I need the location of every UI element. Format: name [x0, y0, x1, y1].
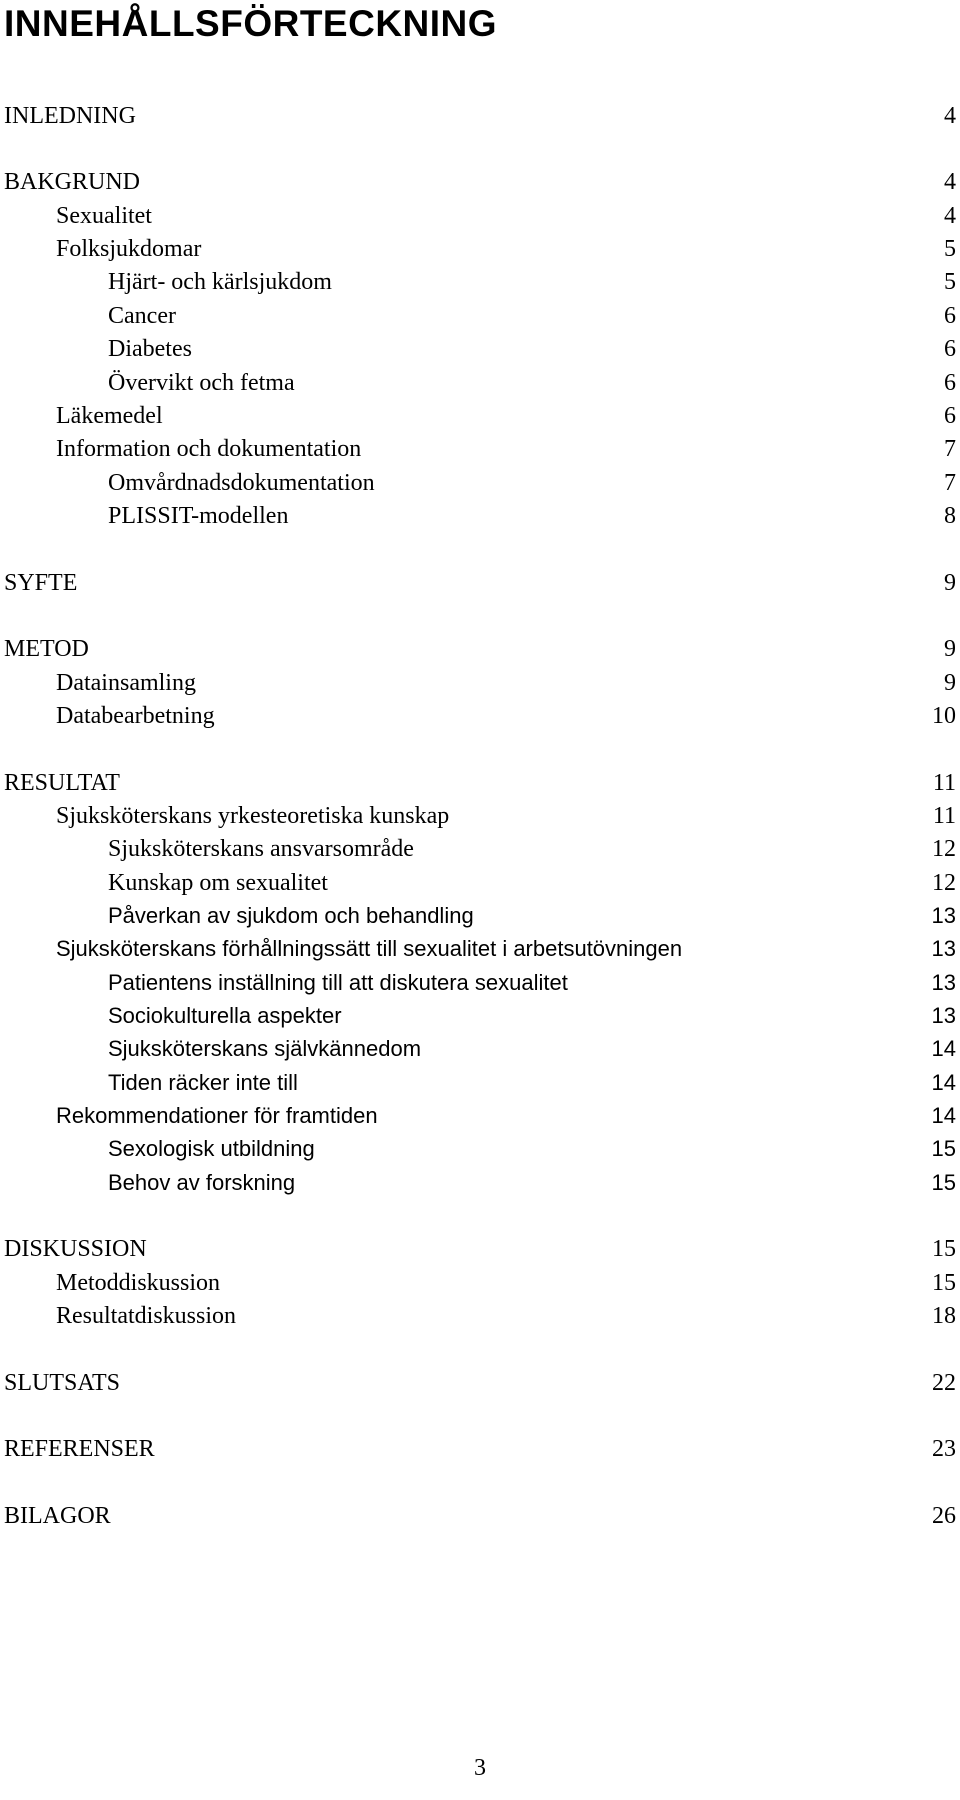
- toc-entry-cancer: [0, 299, 960, 333]
- toc-entry-page: 14: [931, 1070, 956, 1095]
- toc-entry-page: 22: [932, 1370, 956, 1396]
- toc-entry-label: Läkemedel: [56, 403, 163, 429]
- toc-entry-page: 7: [944, 470, 956, 496]
- toc-entry-page: 4: [944, 103, 956, 129]
- toc-entry-hjart-och-karlsjukdom: [0, 265, 960, 299]
- toc-entry-label: METOD: [4, 636, 89, 662]
- toc-entry-page: 13: [931, 936, 956, 961]
- toc-entry-kunskap-om-sexualitet: [0, 866, 960, 900]
- toc-entry-resultatdiskussion: [0, 1299, 960, 1333]
- toc-entry-page: 11: [932, 803, 956, 829]
- toc-entry-label: Kunskap om sexualitet: [108, 870, 328, 896]
- toc-entry-label: Information och dokumentation: [56, 436, 362, 462]
- toc-entry-page: 13: [931, 1003, 956, 1028]
- toc-entry-slutsats: [0, 1366, 960, 1400]
- toc-entry-label: Sexologisk utbildning: [108, 1136, 315, 1161]
- toc-entry-page: 13: [931, 903, 956, 928]
- toc-entry-label: Övervikt och fetma: [108, 370, 295, 396]
- toc-entry-ansvarsomrade: [0, 832, 960, 866]
- toc-entry-forhallningssatt: [0, 932, 960, 966]
- toc-entry-page: 12: [932, 836, 956, 862]
- toc-entry-page: 5: [944, 236, 956, 262]
- toc-entry-label: Resultatdiskussion: [56, 1303, 237, 1329]
- toc-entry-behov-av-forskning: [0, 1166, 960, 1200]
- toc-entry-label: Sjuksköterskans självkännedom: [108, 1036, 422, 1061]
- toc-entry-syfte: [0, 566, 960, 600]
- toc-entry-page: 4: [944, 203, 956, 229]
- toc-entry-page: 18: [932, 1303, 956, 1329]
- toc-entry-label: Metoddiskussion: [56, 1270, 221, 1296]
- page-title: INNEHÅLLSFÖRTECKNING: [4, 3, 498, 44]
- toc-entry-label: Sjuksköterskans yrkesteoretiska kunskap: [56, 803, 450, 829]
- toc-entry-label: REFERENSER: [4, 1436, 155, 1462]
- toc-entry-yrkesteoretiska-kunskap: [0, 799, 960, 833]
- toc-entry-sjalvkannedom: [0, 1032, 960, 1066]
- toc-entry-page: 15: [931, 1136, 956, 1161]
- toc-entry-label: Sjuksköterskans ansvarsområde: [108, 836, 414, 862]
- toc-entry-sexualitet: [0, 199, 960, 233]
- toc-entry-label: SYFTE: [4, 570, 78, 596]
- toc-entry-page: 15: [932, 1270, 956, 1296]
- toc-entry-page: 15: [931, 1170, 956, 1195]
- toc-entry-page: 11: [932, 770, 956, 796]
- toc-entry-sexologisk-utbildning: [0, 1132, 960, 1166]
- page-number: 3: [474, 1755, 486, 1781]
- toc-entry-datainsamling: [0, 666, 960, 700]
- toc-entry-label: Databearbetning: [56, 703, 215, 729]
- toc-entry-label: Påverkan av sjukdom och behandling: [108, 903, 474, 928]
- toc-entry-page: 9: [944, 636, 956, 662]
- toc-entry-metoddiskussion: [0, 1266, 960, 1300]
- toc-entry-page: 6: [944, 336, 956, 362]
- toc-entry-bakgrund: [0, 165, 960, 199]
- toc-entry-diabetes: [0, 332, 960, 366]
- toc-entry-page: 9: [944, 670, 956, 696]
- toc-entry-label: Sociokulturella aspekter: [108, 1003, 342, 1028]
- toc-entry-label: BAKGRUND: [4, 169, 141, 195]
- toc-entry-label: DISKUSSION: [4, 1236, 147, 1262]
- toc-entry-rekommendationer: [0, 1099, 960, 1133]
- toc-entry-label: INLEDNING: [4, 103, 136, 129]
- toc-entry-inledning: [0, 99, 960, 133]
- toc-entry-label: Behov av forskning: [108, 1170, 296, 1195]
- toc-entry-label: Patientens inställning till att diskutera sexualitet: [108, 970, 568, 995]
- toc-entry-page: 6: [944, 370, 956, 396]
- toc-entry-label: Tiden räcker inte till: [108, 1070, 298, 1095]
- toc-entry-bilagor: [0, 1499, 960, 1533]
- toc-entry-label: SLUTSATS: [4, 1370, 121, 1396]
- toc-entry-page: 15: [932, 1236, 956, 1262]
- toc-entry-page: 10: [932, 703, 956, 729]
- toc-entry-label: Diabetes: [108, 336, 192, 362]
- toc-entry-page: 9: [944, 570, 956, 596]
- toc-entry-metod: [0, 632, 960, 666]
- toc-entry-omvardnadsdokumentation: [0, 466, 960, 500]
- toc-entry-label: BILAGOR: [4, 1503, 111, 1529]
- toc-entry-page: 6: [944, 403, 956, 429]
- toc-entry-label: RESULTAT: [4, 770, 120, 796]
- toc-entry-referenser: [0, 1432, 960, 1466]
- toc-entry-label: Omvårdnadsdokumentation: [108, 470, 375, 496]
- toc-entry-label: Hjärt- och kärlsjukdom: [108, 269, 332, 295]
- toc-entry-overvikt-och-fetma: [0, 366, 960, 400]
- toc-entry-page: 14: [931, 1036, 956, 1061]
- toc-entry-page: 7: [944, 436, 956, 462]
- toc-entry-resultat: [0, 766, 960, 800]
- toc-entry-label: PLISSIT-modellen: [108, 503, 289, 529]
- toc-entry-label: Rekommendationer för framtiden: [56, 1103, 378, 1128]
- toc-entry-page: 14: [931, 1103, 956, 1128]
- toc-entry-page: 5: [944, 269, 956, 295]
- toc-entry-page: 12: [932, 870, 956, 896]
- toc-entry-label: Datainsamling: [56, 670, 196, 696]
- toc-entry-tiden-racker-inte-till: [0, 1066, 960, 1100]
- toc-entry-lakemedel: [0, 399, 960, 433]
- toc-entry-folksjukdomar: [0, 232, 960, 266]
- toc-entry-label: Folksjukdomar: [56, 236, 202, 262]
- toc-entry-diskussion: [0, 1232, 960, 1266]
- toc-entry-label: Sexualitet: [56, 203, 152, 229]
- toc-entry-page: 8: [944, 503, 956, 529]
- toc-entry-page: 13: [931, 970, 956, 995]
- toc-entry-label: Cancer: [108, 303, 176, 329]
- toc-entry-page: 23: [932, 1436, 956, 1462]
- toc-entry-sociokulturella-aspekter: [0, 999, 960, 1033]
- toc-entry-plissit-modellen: [0, 499, 960, 533]
- toc-entry-databearbetning: [0, 699, 960, 733]
- toc-entry-patientens-installning: [0, 966, 960, 1000]
- toc-entry-page: 4: [944, 169, 956, 195]
- toc-entry-page: 6: [944, 303, 956, 329]
- toc-entry-information-och-dokumentation: [0, 432, 960, 466]
- toc-entry-paverkan: [0, 899, 960, 933]
- toc-entry-label: Sjuksköterskans förhållningssätt till sexualitet i arbetsutövningen: [56, 936, 683, 961]
- toc-entry-page: 26: [932, 1503, 956, 1529]
